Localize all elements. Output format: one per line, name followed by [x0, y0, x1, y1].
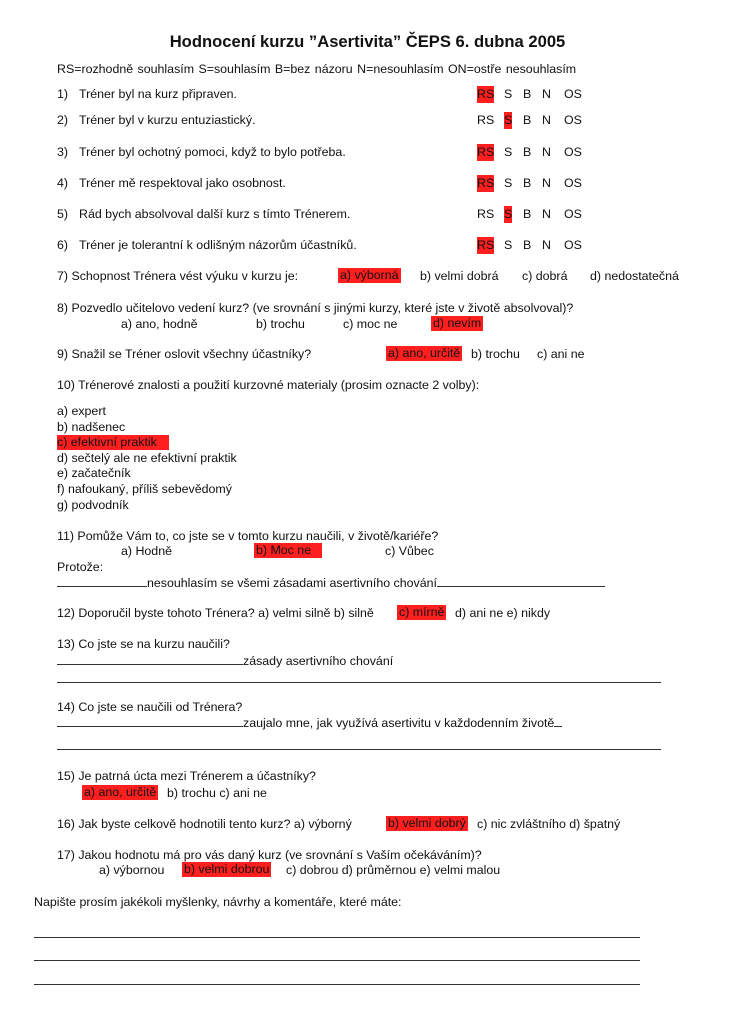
rating-option-rs[interactable]: RS	[477, 113, 495, 127]
statement-number: 6)	[57, 238, 69, 252]
page-title: Hodnocení kurzu ”Asertivita” ČEPS 6. dubna 2005	[169, 32, 566, 51]
q8-option-c[interactable]: c) moc ne	[343, 317, 398, 331]
rating-option-os[interactable]: OS	[564, 113, 582, 127]
rating-option-b[interactable]: B	[523, 207, 532, 221]
rating-option-b[interactable]: B	[523, 176, 532, 190]
comment-line-3[interactable]	[34, 984, 640, 985]
rating-option-n[interactable]: N	[542, 87, 551, 101]
rating-option-os[interactable]: OS	[564, 176, 582, 190]
rating-option-os[interactable]: OS	[564, 87, 582, 101]
question-12: 12) Doporučil byste tohoto Trénera? a) velmi silně b) silně	[57, 606, 374, 620]
q9-option-a[interactable]: a) ano, určitě	[388, 346, 461, 360]
q7-option-d[interactable]: d) nedostatečná	[590, 269, 679, 283]
rating-option-n[interactable]: N	[542, 207, 551, 221]
q8-option-d[interactable]: d) nevím	[433, 316, 482, 330]
q11-answer-line[interactable]	[57, 575, 605, 591]
q10-option[interactable]: b) nadšenec	[57, 420, 126, 434]
q15-options-rest[interactable]: b) trochu c) ani ne	[167, 786, 267, 800]
rating-option-s[interactable]: S	[504, 207, 513, 221]
scale-legend: RS=rozhodně souhlasím S=souhlasím B=bez názoru N=nesouhlasím ON=ostře nesouhlasím	[57, 62, 577, 76]
q17-options-rest[interactable]: c) dobrou d) průměrnou e) velmi malou	[286, 863, 501, 877]
rating-option-rs[interactable]: RS	[477, 207, 495, 221]
q13-blank-line[interactable]	[57, 682, 661, 683]
rating-option-rs[interactable]: RS	[477, 145, 495, 159]
q12-option-c[interactable]: c) mírně	[399, 605, 445, 619]
rating-option-os[interactable]: OS	[564, 207, 582, 221]
rating-option-b[interactable]: B	[523, 145, 532, 159]
question-14: 14) Co jste se naučili od Trénera?	[57, 700, 243, 714]
question-17: 17) Jakou hodnotu má pro vás daný kurz (ve srovnání s Vaším očekáváním)?	[57, 848, 482, 862]
question-7: 7) Schopnost Trénera vést výuku v kurzu je:	[57, 269, 299, 283]
q7-option-b[interactable]: b) velmi dobrá	[420, 269, 499, 283]
q16-options-rest[interactable]: c) nic zvláštního d) špatný	[477, 817, 621, 831]
rating-option-os[interactable]: OS	[564, 145, 582, 159]
q13-answer: zásady asertivního chování	[243, 654, 394, 668]
rating-option-os[interactable]: OS	[564, 238, 582, 252]
q15-option-a[interactable]: a) ano, určitě	[84, 785, 157, 799]
q17-option-a[interactable]: a) výbornou	[99, 863, 165, 877]
q14-answer-line[interactable]	[57, 715, 562, 731]
q10-option[interactable]: d) sečtelý ale ne efektivní praktik	[57, 451, 237, 465]
rating-option-n[interactable]: N	[542, 238, 551, 252]
q8-option-a[interactable]: a) ano, hodně	[121, 317, 198, 331]
comment-line-2[interactable]	[34, 960, 640, 961]
rating-option-rs[interactable]: RS	[477, 238, 495, 252]
q16-option-b[interactable]: b) velmi dobrý	[388, 816, 466, 830]
rating-option-s[interactable]: S	[504, 238, 513, 252]
q8-option-b[interactable]: b) trochu	[256, 317, 305, 331]
q11-option-c[interactable]: c) Vůbec	[385, 544, 434, 558]
q13-answer-line[interactable]	[57, 653, 393, 669]
rating-option-s[interactable]: S	[504, 176, 513, 190]
q14-answer: zaujalo mne, jak využívá asertivitu v každodenním životě	[243, 716, 555, 730]
q11-answer: nesouhlasím se všemi zásadami asertivního chování	[147, 576, 437, 590]
statement-text: Tréner byl ochotný pomoci, když to bylo potřeba.	[79, 145, 346, 159]
statement-number: 1)	[57, 87, 69, 101]
rating-option-rs[interactable]: RS	[477, 176, 495, 190]
comment-line-1[interactable]	[34, 937, 640, 938]
statement-number: 4)	[57, 176, 69, 190]
statement-text: Tréner je tolerantní k odlišným názorům účastníků.	[79, 238, 357, 252]
q11-option-a[interactable]: a) Hodně	[121, 544, 172, 558]
q9-option-b[interactable]: b) trochu	[471, 347, 520, 361]
q7-option-c[interactable]: c) dobrá	[522, 269, 568, 283]
rating-option-n[interactable]: N	[542, 176, 551, 190]
rating-option-b[interactable]: B	[523, 87, 532, 101]
q10-option[interactable]: f) nafoukaný, příliš sebevědomý	[57, 482, 232, 496]
statement-number: 5)	[57, 207, 69, 221]
question-16: 16) Jak byste celkově hodnotili tento kurz? a) výborný	[57, 817, 352, 831]
question-9: 9) Snažil se Tréner oslovit všechny účastníky?	[57, 347, 312, 361]
rating-option-n[interactable]: N	[542, 113, 551, 127]
q7-option-a[interactable]: a) výborná	[340, 268, 399, 282]
comments-prompt: Napište prosím jakékoli myšlenky, návrhy a komentáře, které máte:	[34, 895, 402, 909]
question-13: 13) Co jste se na kurzu naučili?	[57, 637, 230, 651]
question-8: 8) Pozvedlo učitelovo vedení kurz? (ve srovnání s jinými kurzy, které jste v životě absolvoval)?	[57, 301, 574, 315]
rating-option-rs[interactable]: RS	[477, 87, 495, 101]
statement-number: 2)	[57, 113, 69, 127]
question-11: 11) Pomůže Vám to, co jste se v tomto kurzu naučili, v životě/kariéře?	[57, 529, 439, 543]
question-10: 10) Trénerové znalosti a použití kurzovné materialy (prosim oznacte 2 volby):	[57, 378, 480, 392]
q9-option-c[interactable]: c) ani ne	[537, 347, 585, 361]
statement-number: 3)	[57, 145, 69, 159]
q11-option-b[interactable]: b) Moc ne	[254, 543, 322, 558]
statement-text: Tréner byl na kurz připraven.	[79, 87, 237, 101]
rating-option-b[interactable]: B	[523, 113, 532, 127]
rating-option-n[interactable]: N	[542, 145, 551, 159]
rating-option-b[interactable]: B	[523, 238, 532, 252]
rating-option-s[interactable]: S	[504, 113, 513, 127]
statement-text: Tréner byl v kurzu entuziastický.	[79, 113, 256, 127]
statement-text: Tréner mě respektoval jako osobnost.	[79, 176, 286, 190]
q10-option[interactable]: c) efektivní praktik	[57, 435, 169, 450]
q12-options-rest[interactable]: d) ani ne e) nikdy	[455, 606, 551, 620]
question-15: 15) Je patrná úcta mezi Trénerem a účastníky?	[57, 769, 316, 783]
q14-blank-line[interactable]	[57, 749, 661, 750]
q10-option[interactable]: e) začatečník	[57, 466, 131, 480]
q10-option[interactable]: a) expert	[57, 404, 106, 418]
rating-option-s[interactable]: S	[504, 145, 513, 159]
q11-because-label: Protože:	[57, 560, 104, 574]
statement-text: Rád bych absolvoval další kurz s tímto Trénerem.	[79, 207, 351, 221]
rating-option-s[interactable]: S	[504, 87, 513, 101]
q17-option-b[interactable]: b) velmi dobrou	[184, 862, 270, 876]
q10-option[interactable]: g) podvodník	[57, 498, 129, 512]
